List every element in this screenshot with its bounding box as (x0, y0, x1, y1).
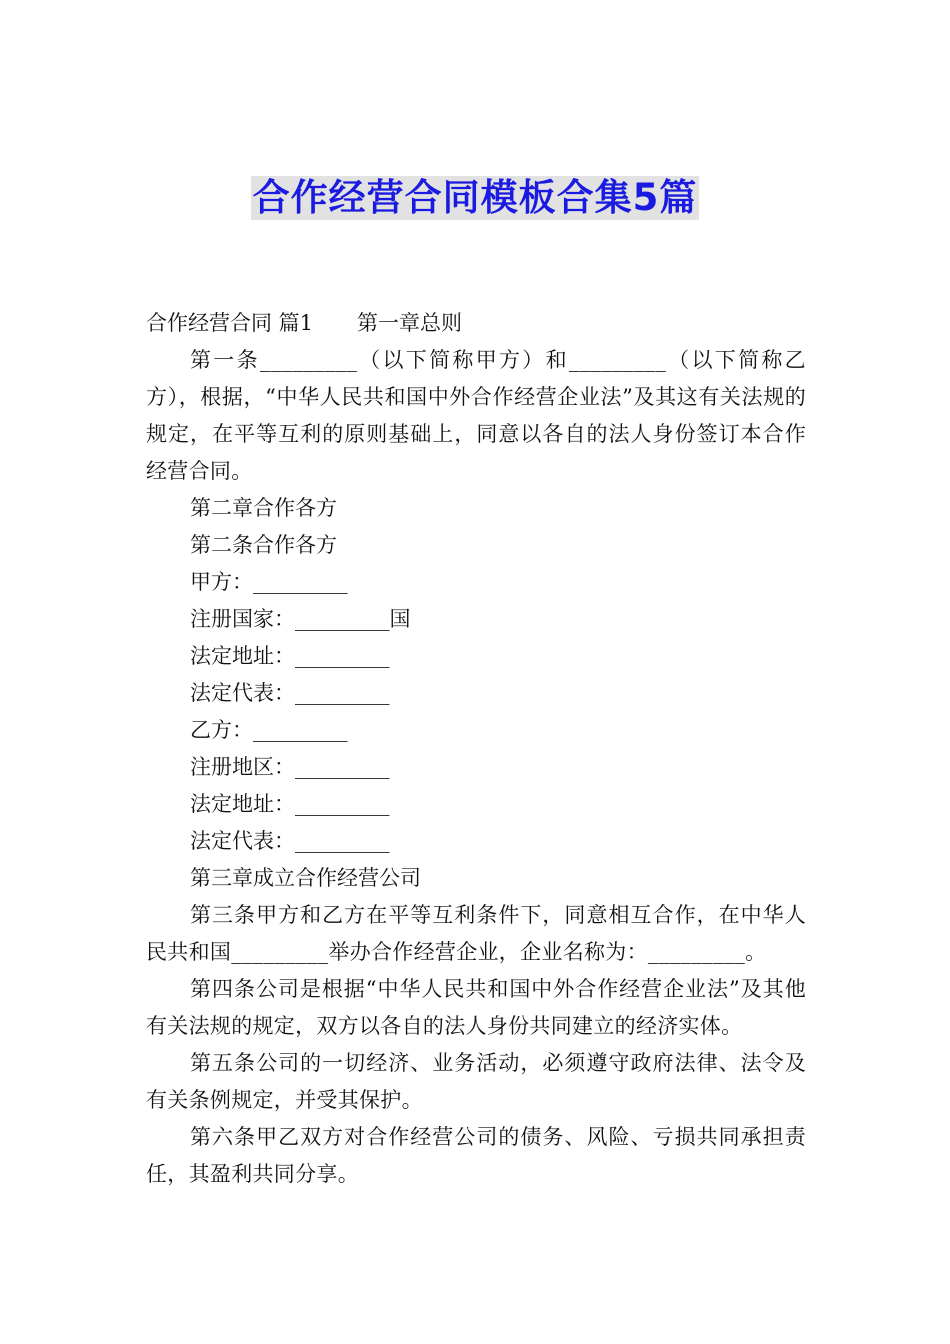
heading-left: 合作经营合同 篇1 (146, 311, 314, 335)
chapter-2-heading: 第二章合作各方 (190, 496, 337, 520)
legal-address-b-line: 法定地址：_________ (190, 792, 390, 816)
registration-country-line: 注册国家：_________国 (190, 607, 411, 631)
legal-address-a-line: 法定地址：_________ (190, 644, 390, 668)
paragraph-article-5: 第五条公司的一切经济、业务活动，必须遵守政府法律、法令及有关条例规定，并受其保护。 (146, 1051, 806, 1112)
party-b-line: 乙方：_________ (190, 718, 348, 742)
legal-representative-a-line: 法定代表：_________ (190, 681, 390, 705)
paragraph-article-3: 第三条甲方和乙方在平等互利条件下，同意相互合作，在中华人民共和国_________举办合作经营企业，企业名称为：_________。 (146, 903, 806, 964)
legal-representative-b-line: 法定代表：_________ (190, 829, 390, 853)
registration-region-line: 注册地区：_________ (190, 755, 390, 779)
paragraph-article-4: 第四条公司是根据“中华人民共和国中外合作经营企业法”及其他有关法规的规定，双方以各自的法人身份共同建立的经济实体。 (146, 977, 806, 1038)
section-heading (146, 305, 806, 342)
article-2-heading: 第二条合作各方 (190, 533, 337, 557)
document-title: 合作经营合同模板合集5篇 (252, 176, 698, 219)
chapter-3-heading: 第三章成立合作经营公司 (190, 866, 421, 890)
heading-right: 第一章总则 (357, 311, 463, 335)
document-body (146, 305, 806, 1193)
party-a-line: 甲方：_________ (190, 570, 348, 594)
title-container (0, 176, 950, 220)
paragraph-article-1: 第一条_________（以下简称甲方）和_________（以下简称乙方），根据，“中华人民共和国中外合作经营企业法”及其这有关法规的规定，在平等互利的原则基础上，同意以各自的法人身份签订本合作经营合同。 (146, 348, 806, 483)
paragraph-article-6: 第六条甲乙双方对合作经营公司的债务、风险、亏损共同承担责任，其盈利共同分享。 (146, 1125, 806, 1186)
